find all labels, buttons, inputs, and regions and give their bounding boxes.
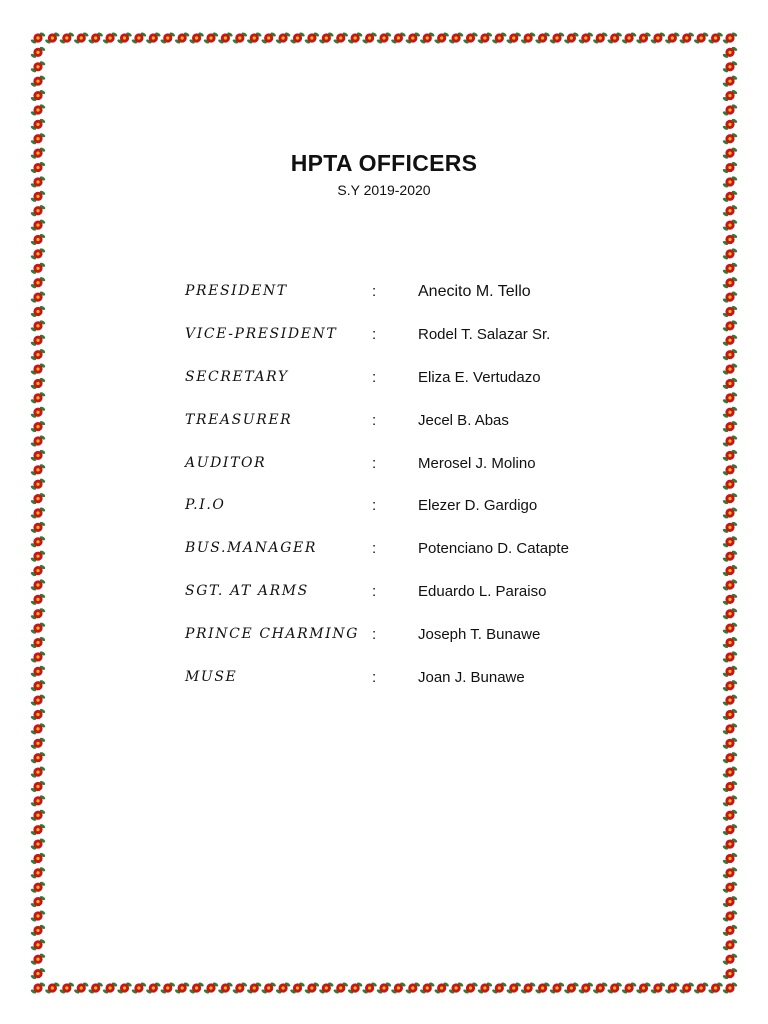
document-title: HPTA OFFICERS [290,150,478,176]
officer-role: P.I.O [185,497,226,513]
officer-separator: : [372,369,377,386]
officer-role: AUDITOR [185,455,267,471]
officer-row [0,669,768,693]
officer-name: Eduardo L. Paraiso [418,583,547,600]
officer-row [0,455,768,479]
officer-row [0,497,768,521]
officer-name: Anecito M. Tello [418,283,531,300]
officer-name: Eliza E. Vertudazo [418,369,541,386]
officer-role: PRESIDENT [185,283,288,299]
officer-role: VICE-PRESIDENT [185,326,338,342]
officer-separator: : [372,626,377,643]
officer-separator: : [372,583,377,600]
officer-separator: : [372,497,377,514]
officer-name: Jecel B. Abas [418,412,509,429]
officer-row [0,540,768,564]
officer-name: Joan J. Bunawe [418,669,525,686]
officer-role: BUS.MANAGER [185,540,317,556]
officer-row [0,283,768,307]
officer-role: SECRETARY [185,369,289,385]
officer-row [0,326,768,350]
officer-separator: : [372,540,377,557]
officer-row [0,583,768,607]
officer-separator: : [372,412,377,429]
officer-separator: : [372,283,377,300]
officer-role: SGT. AT ARMS [185,583,309,599]
officer-name: Potenciano D. Catapte [418,540,569,557]
officer-separator: : [372,326,377,343]
officer-role: PRINCE CHARMING [185,626,359,642]
officer-row [0,626,768,650]
officer-role: MUSE [185,669,238,685]
officer-row [0,412,768,436]
officer-separator: : [372,669,377,686]
officer-row [0,369,768,393]
school-year-subtitle: S.Y 2019-2020 [337,182,431,198]
officer-name: Joseph T. Bunawe [418,626,541,643]
officer-role: TREASURER [185,412,293,428]
officer-separator: : [372,455,377,472]
officer-name: Rodel T. Salazar Sr. [418,326,551,343]
officer-name: Elezer D. Gardigo [418,497,538,514]
officer-name: Merosel J. Molino [418,455,536,472]
